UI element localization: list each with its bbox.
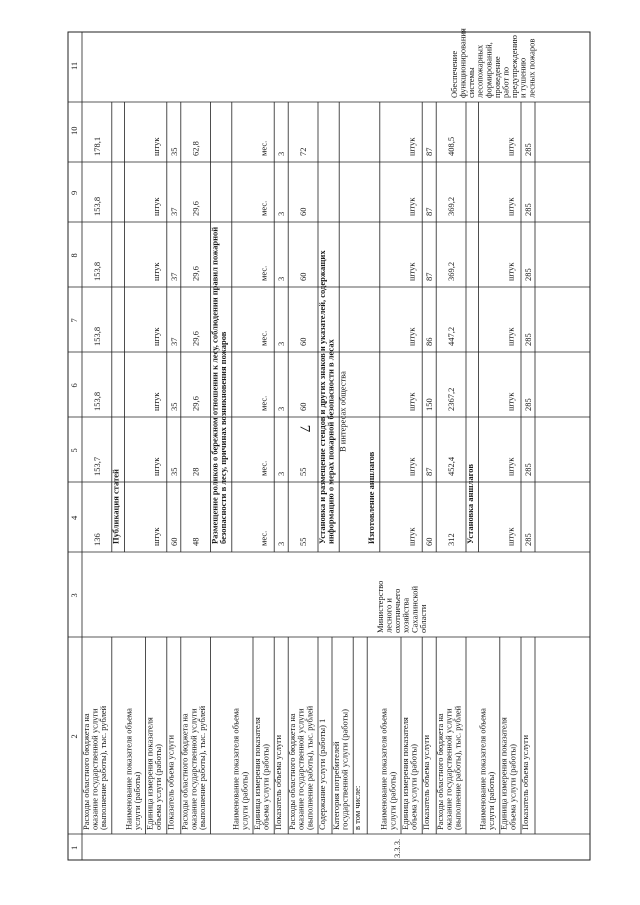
svg-text:Расходы областного бюджета на: Расходы областного бюджета на — [179, 713, 190, 830]
column-number: 4 — [69, 515, 79, 520]
svg-text:Единица измерения показателя: Единица измерения показателя — [251, 717, 262, 830]
cell-value: 48 — [190, 537, 201, 546]
svg-text:лесных пожаров: лесных пожаров — [526, 38, 537, 98]
cell-value: 29,6 — [190, 201, 201, 216]
table-row — [259, 141, 269, 546]
row-number: 3.3.3. — [391, 838, 402, 858]
cell-value: 87 — [424, 147, 435, 156]
cell-value: штук — [505, 392, 516, 411]
cell-value: штук — [406, 527, 417, 546]
column-number: 1 — [69, 845, 79, 850]
cell-value: 447,2 — [446, 326, 457, 346]
cell-value: 136 — [91, 533, 102, 546]
svg-text:(выполнение работы), тыс. рубл: (выполнение работы), тыс. рублей — [98, 705, 109, 830]
row-label — [273, 734, 283, 830]
svg-text:Министерство: Министерство — [374, 580, 385, 633]
cell-value: мес. — [258, 140, 269, 156]
svg-text:(выполнение работы), тыс. рубл: (выполнение работы), тыс. рублей — [304, 705, 315, 830]
cell-value: 29,6 — [190, 266, 201, 281]
column-number: 10 — [69, 126, 79, 135]
cell-value: 312 — [446, 533, 457, 546]
svg-text:(выполнение работы), тыс. рубл: (выполнение работы), тыс. рублей — [196, 705, 207, 830]
row-label — [379, 708, 398, 830]
cell-value: 60 — [298, 272, 309, 281]
section-heading — [111, 469, 121, 544]
cell-value: 285 — [523, 398, 533, 411]
cell-value: штук — [151, 137, 162, 156]
svg-text:объема услуги (работы): объема услуги (работы) — [507, 744, 518, 830]
table-row — [407, 137, 417, 546]
row-label — [123, 708, 142, 830]
cell-value: 35 — [168, 402, 179, 411]
table-row — [505, 137, 515, 546]
svg-text:Показатель объема услуги: Показатель объема услуги — [165, 734, 176, 830]
svg-text:Установка и размещение стендов: Установка и размещение стендов и других знаков и указателей, содержащих — [316, 250, 327, 544]
svg-text:охотничьего: охотничьего — [392, 588, 403, 633]
svg-text:услуги (работы): услуги (работы) — [239, 771, 250, 830]
cell-value: мес. — [258, 265, 269, 281]
svg-text:Размещение роликов о бережном: Размещение роликов о бережном отношении к лесу, соблюдении правил пожарной — [209, 226, 220, 545]
row-label — [231, 708, 250, 830]
cell-value: штук — [151, 262, 162, 281]
svg-text:Обеспечение: Обеспечение — [448, 50, 459, 98]
svg-text:информацию о мерах пожарной бе: информацию о мерах пожарной безопасности в лесах — [325, 339, 336, 544]
svg-text:услуги (работы): услуги (работы) — [131, 771, 142, 830]
svg-text:работ по: работ по — [500, 66, 511, 98]
row-label — [287, 705, 314, 830]
cell-value: штук — [505, 137, 516, 156]
cell-value: штук — [151, 327, 162, 346]
cell-value: 285 — [523, 463, 533, 476]
cell-value: 87 — [424, 207, 435, 216]
cell-value: 178,1 — [91, 136, 102, 156]
svg-text:безопасности в лесу, причинах: безопасности в лесу, причинах возникновения пожаров — [218, 331, 229, 544]
cell-value: 35 — [168, 467, 179, 476]
cell-value: 86 — [424, 337, 435, 346]
expected-result-text — [449, 28, 536, 98]
cell-value: 3 — [276, 276, 287, 281]
row-label — [144, 717, 163, 830]
row-label — [520, 734, 530, 830]
svg-text:Категория потребителей: Категория потребителей — [330, 741, 341, 830]
cell-value: 60 — [298, 337, 309, 346]
table-row — [446, 137, 456, 546]
cell-value: штук — [406, 262, 417, 281]
cell-value: штук — [505, 197, 516, 216]
svg-text:системы: системы — [466, 67, 477, 98]
cell-value: штук — [151, 197, 162, 216]
cell-value: 55 — [298, 467, 309, 476]
row-label — [499, 717, 518, 830]
cell-value: 153,8 — [91, 196, 102, 216]
cell-value: 285 — [523, 203, 533, 216]
table-row — [424, 148, 434, 547]
svg-text:(выполнение работы), тыс. рубл: (выполнение работы), тыс. рублей — [452, 705, 463, 830]
svg-text:функционирования: функционирования — [457, 28, 468, 98]
table-row — [169, 148, 179, 547]
svg-text:Единица измерения показателя: Единица измерения показателя — [399, 717, 410, 830]
cell-value: 285 — [523, 333, 533, 346]
section-heading — [465, 464, 475, 544]
column-number: 6 — [69, 383, 79, 388]
svg-text:хозяйства: хозяйства — [400, 597, 411, 633]
column-numbers — [69, 62, 79, 850]
cell-value: В интересах общества — [337, 371, 348, 452]
cell-value: 285 — [523, 533, 533, 546]
row-label — [400, 717, 419, 830]
cell-value: штук — [406, 457, 417, 476]
cell-value: 35 — [168, 147, 179, 156]
svg-text:Публикация статей: Публикация статей — [110, 469, 121, 544]
cell-value: мес. — [258, 395, 269, 411]
cell-value: 28 — [190, 467, 201, 476]
cell-value: 60 — [298, 402, 309, 411]
svg-text:в том числе:: в том числе: — [352, 785, 363, 830]
svg-text:Установка аншлагов: Установка аншлагов — [464, 464, 475, 544]
row-label — [352, 786, 362, 830]
svg-text:объема услуги (работы): объема услуги (работы) — [153, 744, 164, 830]
cell-value: 408,5 — [446, 136, 457, 156]
cell-value: 3 — [276, 541, 287, 546]
svg-text:области: области — [417, 604, 428, 633]
section-heading — [366, 451, 376, 544]
row-label — [477, 708, 496, 830]
table-row — [523, 143, 533, 546]
cell-value: штук — [151, 457, 162, 476]
svg-text:Показатель объема услуги: Показатель объема услуги — [519, 734, 530, 830]
cell-value: 37 — [168, 272, 179, 281]
svg-text:Изготовление аншлагов: Изготовление аншлагов — [366, 451, 377, 544]
cell-value: штук — [505, 327, 516, 346]
svg-text:лесного и: лесного и — [383, 598, 394, 633]
svg-text:Наименование показателя объема: Наименование показателя объема — [230, 708, 241, 830]
svg-text:объема услуги (работы): объема услуги (работы) — [260, 744, 271, 830]
cell-value: 55 — [298, 537, 309, 546]
svg-text:Единица измерения показателя: Единица измерения показателя — [144, 717, 155, 830]
svg-text:Наименование показателя объема: Наименование показателя объема — [378, 708, 389, 830]
row-label — [331, 709, 350, 830]
cell-value: 369,2 — [446, 261, 457, 281]
svg-text:оказание государственной услуг: оказание государственной услуги — [295, 708, 306, 830]
column-number: 9 — [69, 190, 79, 195]
cell-value: штук — [406, 392, 417, 411]
section-heading — [209, 227, 228, 544]
svg-text:Наименование показателя объема: Наименование показателя объема — [123, 708, 134, 830]
svg-text:Расходы областного бюджета на: Расходы областного бюджета на — [287, 713, 298, 830]
table-row — [151, 137, 161, 546]
cell-value: штук — [406, 327, 417, 346]
cell-value: штук — [505, 457, 516, 476]
svg-text:Расходы областного бюджета на: Расходы областного бюджета на — [435, 713, 446, 830]
row-label — [252, 717, 271, 830]
cell-value: 2367,2 — [446, 387, 457, 411]
cell-value: 29,6 — [190, 331, 201, 346]
cell-value: 3 — [276, 406, 287, 411]
cell-value: штук — [151, 527, 162, 546]
svg-text:услуги (работы): услуги (работы) — [486, 771, 497, 830]
cell-value: 3 — [276, 211, 287, 216]
svg-text:проведение: проведение — [491, 56, 502, 98]
column-number: 7 — [69, 318, 79, 323]
column-number: 8 — [69, 253, 79, 258]
cell-value: 285 — [523, 143, 533, 156]
cell-value: 37 — [168, 337, 179, 346]
table-row — [276, 152, 286, 546]
svg-text:оказание государственной услуг: оказание государственной услуги — [188, 708, 199, 830]
svg-text:оказание государственной услуг: оказание государственной услуги — [443, 708, 454, 830]
svg-text:государственной услуги (работы: государственной услуги (работы) — [339, 709, 350, 830]
row-label — [180, 705, 207, 830]
svg-text:Показатель объема услуги: Показатель объема услуги — [273, 734, 284, 830]
cell-value: 37 — [168, 207, 179, 216]
row-label — [421, 734, 431, 830]
svg-text:лесопожарных: лесопожарных — [474, 44, 485, 98]
cell-value: 150 — [424, 398, 435, 411]
svg-text:предупреждению: предупреждению — [509, 34, 520, 98]
cell-value: 153,8 — [91, 391, 102, 411]
cell-value: 3 — [276, 471, 287, 476]
cell-value: 60 — [424, 537, 435, 546]
column-number: 2 — [69, 734, 79, 739]
table-row — [191, 141, 201, 546]
cell-value: 3 — [276, 151, 287, 156]
svg-text:Показатель объема услуги: Показатель объема услуги — [421, 734, 432, 830]
cell-value: штук — [505, 262, 516, 281]
svg-text:Расходы областного бюджета на: Расходы областного бюджета на — [80, 713, 91, 830]
cell-value: мес. — [258, 460, 269, 476]
cell-value: штук — [406, 137, 417, 156]
cell-value: 452,4 — [446, 456, 457, 476]
cell-value: мес. — [258, 200, 269, 216]
cell-value: мес. — [258, 530, 269, 546]
table-row — [92, 137, 102, 546]
cell-value: штук — [406, 197, 417, 216]
cell-value: 60 — [298, 207, 309, 216]
svg-text:оказание государственной услуг: оказание государственной услуги — [89, 708, 100, 830]
cell-value: 285 — [523, 268, 533, 281]
svg-text:Содержание услуги (работы) 1: Содержание услуги (работы) 1 — [316, 718, 327, 830]
cell-value: 87 — [424, 467, 435, 476]
column-number: 5 — [69, 448, 79, 453]
row-label — [81, 705, 108, 830]
cell-value: 72 — [298, 147, 309, 156]
svg-text:услуги (работы): услуги (работы) — [387, 771, 398, 830]
responsible-text — [375, 581, 428, 633]
cell-value: 29,6 — [190, 396, 201, 411]
svg-text:Наименование показателя объема: Наименование показателя объема — [477, 708, 488, 830]
cell-value: 153,7 — [91, 456, 102, 476]
cell-value: мес. — [258, 330, 269, 346]
page-number: 7 — [296, 424, 313, 433]
svg-text:и тушению: и тушению — [517, 57, 528, 98]
column-number: 3 — [69, 593, 79, 598]
cell-value: 87 — [424, 272, 435, 281]
svg-text:Сахалинской: Сахалинской — [409, 585, 420, 633]
cell-value: 60 — [168, 537, 179, 546]
cell-value: 153,8 — [91, 326, 102, 346]
row-label — [166, 734, 176, 830]
table-row — [298, 148, 308, 547]
cell-value: 3 — [276, 341, 287, 346]
rotated-table — [58, 22, 598, 882]
svg-text:объема услуги (работы): объема услуги (работы) — [408, 744, 419, 830]
row-label — [317, 719, 327, 830]
table-row — [338, 371, 348, 452]
cell-value: штук — [505, 527, 516, 546]
svg-text:Единица измерения показателя: Единица измерения показателя — [498, 717, 509, 830]
row-label — [435, 705, 462, 830]
cell-value: штук — [151, 392, 162, 411]
svg-text:формирований,: формирований, — [483, 42, 494, 98]
cell-value: 369,2 — [446, 196, 457, 216]
cell-value: 62,8 — [190, 141, 201, 156]
table-grid — [58, 22, 598, 882]
cell-value: 153,8 — [91, 261, 102, 281]
section-heading — [317, 250, 336, 544]
column-number: 11 — [69, 61, 79, 70]
